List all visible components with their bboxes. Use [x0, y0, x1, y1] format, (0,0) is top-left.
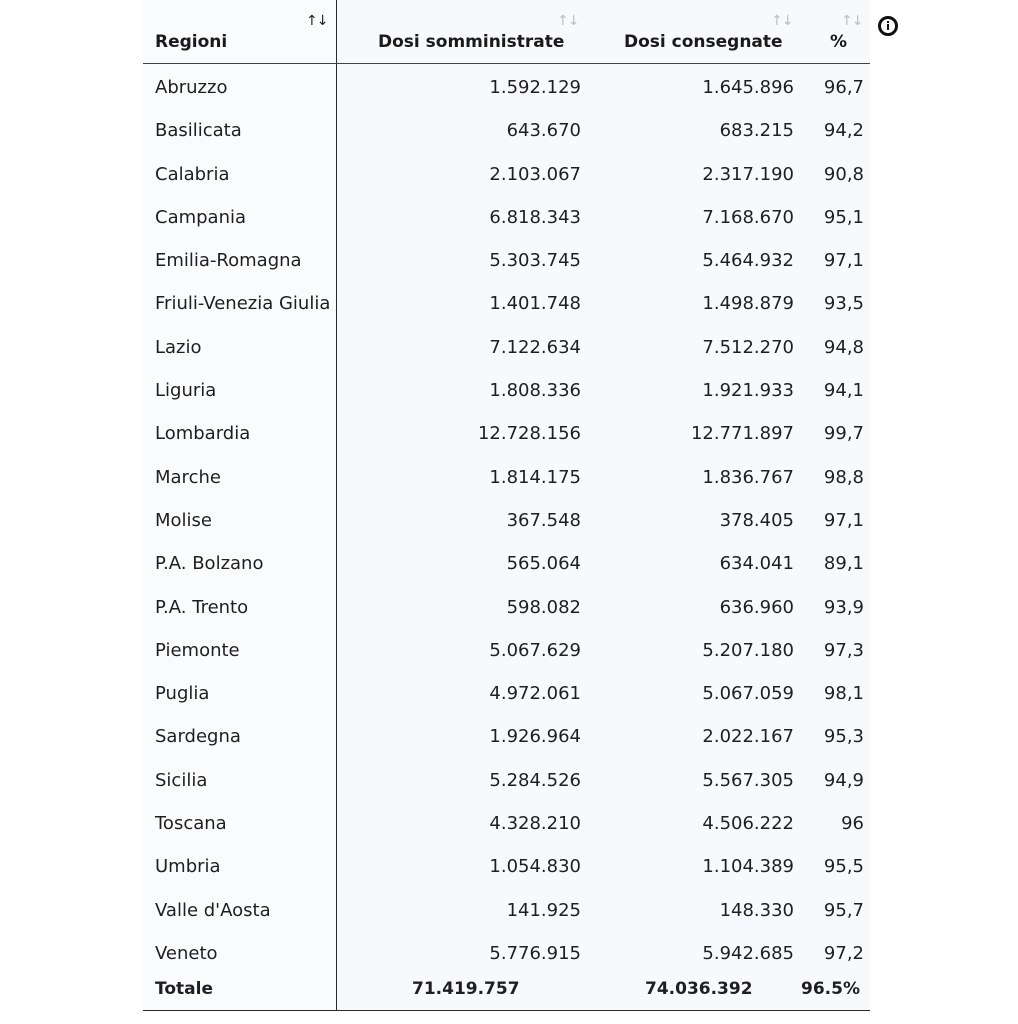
header-divider	[143, 63, 870, 64]
total-row	[143, 976, 870, 1006]
cell-percent: 95,5	[823, 856, 864, 878]
cell-percent: 96,7	[823, 77, 864, 98]
total-label: Totale	[155, 979, 213, 999]
cell-region: Piemonte	[155, 639, 240, 661]
cell-delivered: 683.215	[719, 120, 794, 142]
table-row	[143, 326, 870, 369]
cell-delivered: 12.771.897	[690, 423, 794, 445]
table-row	[143, 542, 870, 585]
cell-region: Lombardia	[155, 423, 251, 445]
cell-delivered: 5.942.685	[702, 942, 794, 964]
cell-administered: 1.926.964	[489, 726, 581, 748]
cell-delivered: 1.836.767	[702, 466, 794, 488]
table-row	[143, 66, 870, 109]
cell-delivered: 5.567.305	[702, 769, 794, 791]
table-row	[143, 109, 870, 152]
table-row	[143, 889, 870, 932]
cell-administered: 4.328.210	[489, 813, 581, 835]
cell-administered: 12.728.156	[477, 423, 581, 445]
sort-delivered-icon[interactable]: ↑↓	[771, 13, 793, 29]
cell-region: Lazio	[155, 336, 202, 358]
cell-delivered: 148.330	[719, 899, 794, 921]
cell-percent: 98,8	[823, 466, 864, 488]
cell-delivered: 5.464.932	[702, 250, 794, 272]
cell-region: Liguria	[155, 380, 217, 402]
cell-delivered: 634.041	[719, 553, 794, 575]
cell-percent: 95,1	[823, 206, 864, 228]
vaccine-table-panel	[143, 0, 870, 1011]
total-administered: 71.419.757	[412, 979, 520, 999]
cell-percent: 97,3	[823, 639, 864, 661]
cell-administered: 5.284.526	[489, 769, 581, 791]
cell-region: Friuli-Venezia Giulia	[155, 293, 331, 315]
cell-region: Veneto	[155, 942, 218, 964]
cell-percent: 93,9	[823, 596, 864, 618]
cell-percent: 94,1	[823, 380, 864, 402]
cell-region: Sicilia	[155, 769, 208, 791]
cell-administered: 7.122.634	[489, 336, 581, 358]
cell-delivered: 2.022.167	[702, 726, 794, 748]
sort-percent-icon[interactable]: ↑↓	[841, 13, 863, 29]
cell-region: P.A. Bolzano	[155, 553, 264, 575]
table-row	[143, 196, 870, 239]
cell-administered: 141.925	[506, 899, 581, 921]
cell-region: Marche	[155, 466, 221, 488]
cell-administered: 6.818.343	[489, 206, 581, 228]
table-row	[143, 802, 870, 845]
cell-percent: 93,5	[823, 293, 864, 315]
cell-delivered: 5.067.059	[702, 683, 794, 705]
cell-percent: 95,3	[823, 726, 864, 748]
table-row	[143, 369, 870, 412]
cell-percent: 90,8	[823, 163, 864, 185]
table-row	[143, 672, 870, 715]
cell-delivered: 1.104.389	[702, 856, 794, 878]
table-row	[143, 932, 870, 975]
cell-delivered: 1.645.896	[702, 77, 794, 98]
cell-delivered: 5.207.180	[702, 639, 794, 661]
header-dosi-somministrate[interactable]: Dosi somministrate	[378, 32, 565, 52]
table-row	[143, 586, 870, 629]
cell-region: Toscana	[155, 813, 227, 835]
cell-administered: 1.814.175	[489, 466, 581, 488]
cell-percent: 94,8	[823, 336, 864, 358]
info-icon[interactable]	[878, 16, 898, 36]
total-delivered: 74.036.392	[645, 979, 753, 999]
cell-percent: 89,1	[823, 553, 864, 575]
cell-region: Valle d'Aosta	[155, 899, 271, 921]
cell-administered: 1.054.830	[489, 856, 581, 878]
cell-percent: 99,7	[823, 423, 864, 445]
cell-region: Molise	[155, 509, 212, 531]
cell-delivered: 7.168.670	[702, 206, 794, 228]
cell-administered: 5.067.629	[489, 639, 581, 661]
cell-administered: 367.548	[506, 509, 581, 531]
cell-percent: 95,7	[823, 899, 864, 921]
cell-region: P.A. Trento	[155, 596, 249, 618]
cell-administered: 1.808.336	[489, 380, 581, 402]
cell-administered: 598.082	[506, 596, 581, 618]
table-row	[143, 715, 870, 758]
cell-delivered: 636.960	[719, 596, 794, 618]
table-row	[143, 456, 870, 499]
table-row	[143, 239, 870, 282]
cell-region: Emilia-Romagna	[155, 250, 302, 272]
cell-percent: 94,9	[823, 769, 864, 791]
header-percent[interactable]: %	[830, 32, 848, 52]
cell-region: Puglia	[155, 683, 210, 705]
table-row	[143, 759, 870, 802]
table-row	[143, 282, 870, 325]
table-row	[143, 845, 870, 888]
table-body	[143, 66, 870, 975]
cell-percent: 97,2	[823, 942, 864, 964]
cell-region: Basilicata	[155, 120, 242, 142]
cell-administered: 4.972.061	[489, 683, 581, 705]
cell-delivered: 2.317.190	[702, 163, 794, 185]
cell-percent: 96	[841, 813, 864, 835]
cell-delivered: 1.498.879	[702, 293, 794, 315]
total-percent: 96.5%	[801, 979, 860, 999]
cell-administered: 565.064	[506, 553, 581, 575]
cell-region: Umbria	[155, 856, 221, 878]
cell-percent: 94,2	[823, 120, 864, 142]
header-dosi-consegnate[interactable]: Dosi consegnate	[624, 32, 783, 52]
cell-delivered: 7.512.270	[702, 336, 794, 358]
cell-region: Sardegna	[155, 726, 241, 748]
cell-administered: 5.776.915	[489, 942, 581, 964]
cell-region: Calabria	[155, 163, 230, 185]
cell-administered: 643.670	[506, 120, 581, 142]
bottom-divider	[143, 1010, 870, 1011]
sort-regioni-icon[interactable]: ↑↓	[306, 13, 328, 29]
cell-delivered: 378.405	[719, 509, 794, 531]
cell-delivered: 1.921.933	[702, 380, 794, 402]
cell-administered: 5.303.745	[489, 250, 581, 272]
cell-percent: 97,1	[823, 250, 864, 272]
table-row	[143, 629, 870, 672]
sort-administered-icon[interactable]: ↑↓	[557, 13, 579, 29]
header-regioni[interactable]: Regioni	[155, 32, 228, 52]
cell-administered: 1.592.129	[489, 77, 581, 98]
table-row	[143, 412, 870, 455]
cell-percent: 98,1	[823, 683, 864, 705]
cell-administered: 2.103.067	[489, 163, 581, 185]
cell-percent: 97,1	[823, 509, 864, 531]
cell-administered: 1.401.748	[489, 293, 581, 315]
cell-region: Campania	[155, 206, 247, 228]
table-row	[143, 499, 870, 542]
table-row	[143, 153, 870, 196]
cell-delivered: 4.506.222	[702, 813, 794, 835]
cell-region: Abruzzo	[155, 77, 228, 98]
